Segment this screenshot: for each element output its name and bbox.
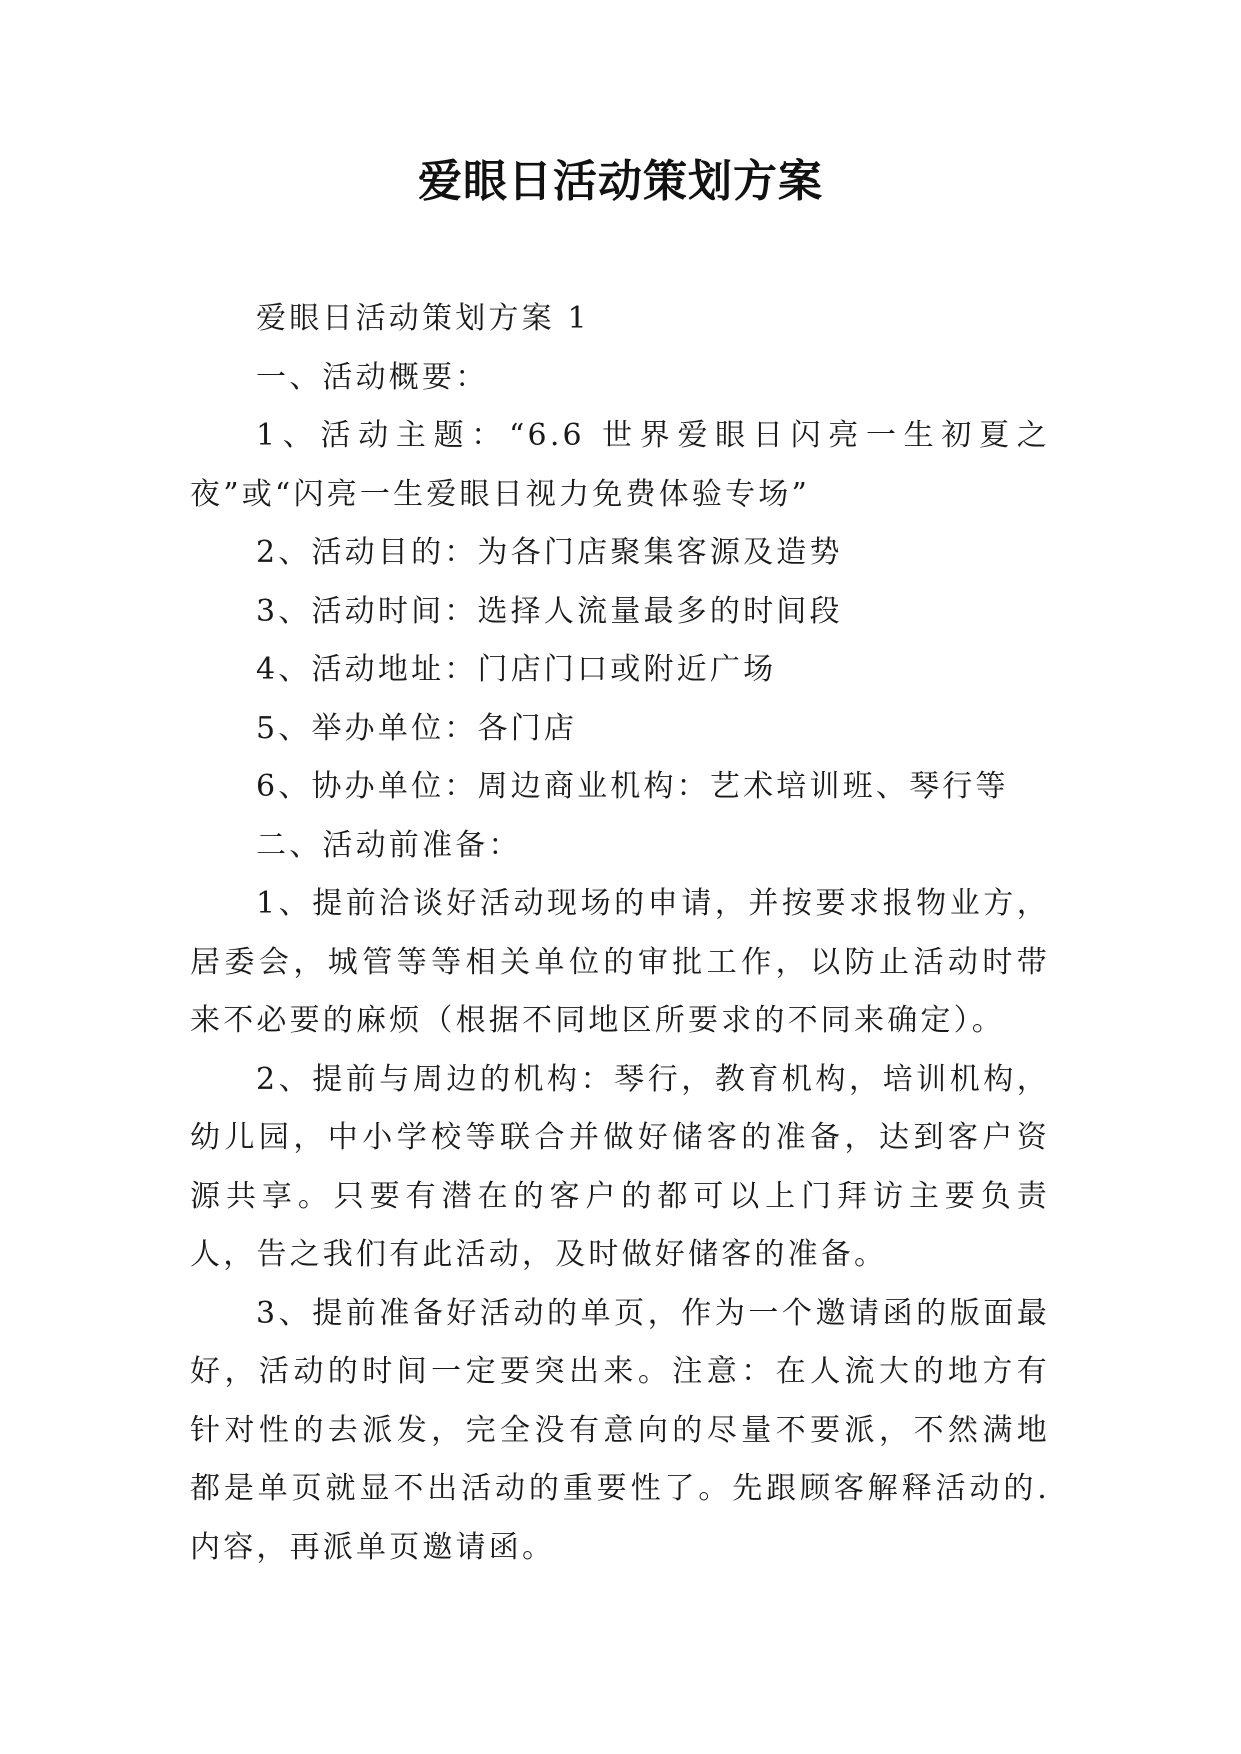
paragraph-co-organizer: 6、协办单位：周边商业机构：艺术培训班、琴行等: [256, 769, 1009, 804]
paragraph-purpose: 2、活动目的：为各门店聚集客源及造势: [256, 535, 843, 570]
paragraph-prep-2: 2、提前与周边的机构：琴行，教育机构，培训机构，幼儿园，中小学校等联合并做好储客的准备，达到客户资源共享。只要有潜在的客户的都可以上门拜访主要负责人，告之我们有此活动，及时做好储客的准备。: [190, 1061, 1050, 1272]
document-body: [190, 290, 1050, 1577]
paragraph-address: 4、活动地址：门店门口或附近广场: [256, 652, 777, 687]
document-title: 爱眼日活动策划方案: [418, 156, 823, 207]
paragraph-plan-heading: 爱眼日活动策划方案 1: [256, 301, 590, 336]
paragraph-prep-3: 3、提前准备好活动的单页，作为一个邀请函的版面最好，活动的时间一定要突出来。注意：在人流大的地方有针对性的去派发，完全没有意向的尽量不要派，不然满地都是单页就显不出活动的重要性了。先跟顾客解释活动的.内容，再派单页邀请函。: [190, 1295, 1050, 1565]
paragraph-organizer: 5、举办单位：各门店: [256, 710, 578, 746]
paragraph-section-overview: 一、活动概要：: [256, 359, 489, 395]
paragraph-section-preparation: 二、活动前准备：: [256, 827, 522, 863]
paragraph-time: 3、活动时间：选择人流量最多的时间段: [256, 593, 843, 629]
paragraph-theme: 1、活动主题：“6.6 世界爱眼日闪亮一生初夏之夜”或“闪亮一生爱眼日视力免费体验专场”: [190, 418, 1050, 512]
paragraph-prep-1: 1、提前洽谈好活动现场的申请，并按要求报物业方，居委会，城管等等相关单位的审批工作，以防止活动时带来不必要的麻烦（根据不同地区所要求的不同来确定）。: [190, 886, 1050, 1038]
